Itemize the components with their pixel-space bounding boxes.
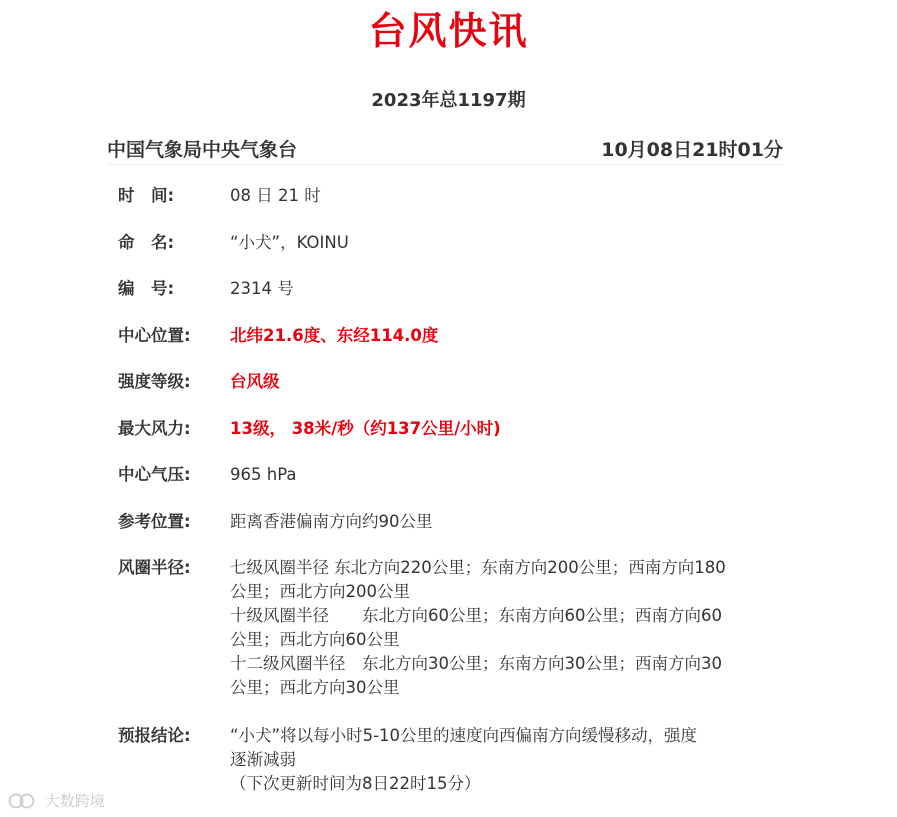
agency-name: 中国气象局中央气象台 [107, 139, 298, 161]
forecast-line: “小犬”将以每小时5-10公里的速度向西偏南方向缓慢移动，强度 [230, 726, 698, 745]
number-label: 编 号: [118, 279, 175, 298]
number-value: 2314 号 [230, 279, 294, 298]
name-label: 命 名: [118, 233, 175, 252]
watermark-text: 大数跨境 [44, 791, 105, 810]
wind-radius-line: 公里；西北方向60公里 [230, 630, 400, 649]
pressure-label: 中心气压: [118, 465, 191, 484]
name-value: “小犬”，KOINU [230, 233, 349, 252]
center-label: 中心位置: [118, 326, 191, 345]
time-value: 08 日 21 时 [230, 186, 321, 205]
wind-radius-line: 公里；西北方向30公里 [230, 678, 400, 697]
center-value: 北纬21.6度、东经114.0度 [230, 326, 439, 345]
forecast-line: （下次更新时间为8日22时15分） [230, 774, 481, 793]
time-label: 时 间: [118, 186, 175, 205]
watermark [8, 788, 105, 812]
bulletin-header [107, 136, 783, 165]
pressure-value: 965 hPa [230, 465, 297, 484]
wind-radius-line: 十级风圈半径 东北方向60公里；东南方向60公里；西南方向60 [230, 606, 722, 625]
max-wind-label: 最大风力: [118, 419, 191, 438]
intensity-value: 台风级 [230, 372, 280, 391]
wind-radius-line: 十二级风圈半径 东北方向30公里；东南方向30公里；西南方向30 [230, 654, 722, 673]
wind-radius-value [230, 556, 770, 700]
max-wind-value: 13级， 38米/秒（约137公里/小时) [230, 419, 501, 438]
issued-time: 10月08日21时01分 [601, 139, 783, 161]
reference-value: 距离香港偏南方向约90公里 [230, 512, 433, 531]
wind-radius-line: 公里；西北方向200公里 [230, 582, 410, 601]
forecast-value [230, 724, 770, 796]
reference-label: 参考位置: [118, 512, 191, 531]
forecast-label: 预报结论: [118, 726, 191, 745]
watermark-logo-icon [8, 791, 38, 811]
wind-radius-label: 风圈半径: [118, 558, 191, 577]
forecast-line: 逐渐减弱 [230, 750, 296, 769]
intensity-label: 强度等级: [118, 372, 191, 391]
issue-number: 2023年总1197期 [371, 90, 526, 111]
page-title: 台风快讯 [368, 9, 529, 53]
wind-radius-line: 七级风圈半径 东北方向220公里；东南方向200公里；西南方向180 [230, 558, 726, 577]
